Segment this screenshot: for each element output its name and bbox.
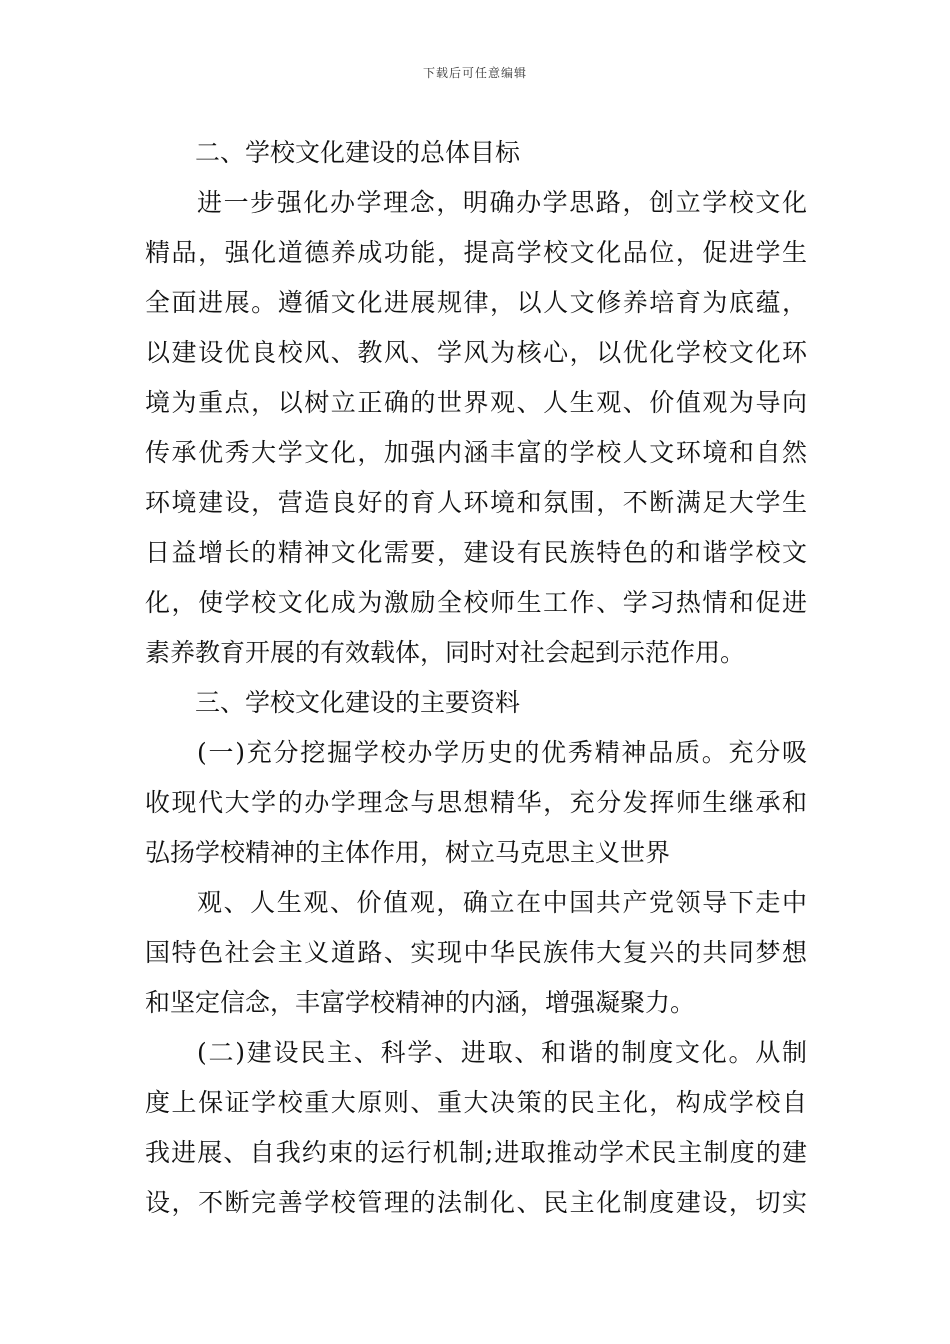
text-line: 二、学校文化建设的总体目标	[195, 138, 521, 167]
text-line: 和坚定信念，丰富学校精神的内涵，增强凝聚力。	[145, 988, 696, 1017]
text-line: (二)建设民主、科学、进取、和谐的制度文化。从制	[197, 1038, 807, 1067]
text-line: 三、学校文化建设的主要资料	[195, 688, 521, 717]
text-line: 以建设优良校风、教风、学风为核心，以优化学校文化环	[145, 338, 807, 367]
text-line: 度上保证学校重大原则、重大决策的民主化，构成学校自	[145, 1088, 807, 1117]
text-line: 设，不断完善学校管理的法制化、民主化制度建设，切实	[145, 1188, 807, 1217]
text-line: 收现代大学的办学理念与思想精华，充分发挥师生继承和	[145, 788, 807, 817]
text-line: 传承优秀大学文化，加强内涵丰富的学校人文环境和自然	[145, 438, 807, 467]
text-line: 国特色社会主义道路、实现中华民族伟大复兴的共同梦想	[145, 938, 807, 967]
text-line: 进一步强化办学理念，明确办学思路，创立学校文化	[197, 188, 807, 217]
page-header: 下载后可任意编辑	[422, 66, 527, 80]
document-body	[145, 128, 807, 1228]
text-line: 观、人生观、价值观，确立在中国共产党领导下走中	[197, 888, 807, 917]
text-line: 我进展、自我约束的运行机制;进取推动学术民主制度的建	[145, 1138, 807, 1167]
text-line: 境为重点，以树立正确的世界观、人生观、价值观为导向	[145, 388, 807, 417]
text-line: 素养教育开展的有效载体，同时对社会起到示范作用。	[145, 638, 746, 667]
text-line: 弘扬学校精神的主体作用，树立马克思主义世界	[145, 838, 671, 867]
text-line: 精品，强化道德养成功能，提高学校文化品位，促进学生	[145, 238, 807, 267]
text-line: 化，使学校文化成为激励全校师生工作、学习热情和促进	[145, 588, 807, 617]
text-line: 全面进展。遵循文化进展规律，以人文修养培育为底蕴，	[145, 288, 807, 317]
text-line: 日益增长的精神文化需要，建设有民族特色的和谐学校文	[145, 538, 807, 567]
text-line: 环境建设，营造良好的育人环境和氛围，不断满足大学生	[145, 488, 807, 517]
text-line: (一)充分挖掘学校办学历史的优秀精神品质。充分吸	[197, 738, 807, 767]
